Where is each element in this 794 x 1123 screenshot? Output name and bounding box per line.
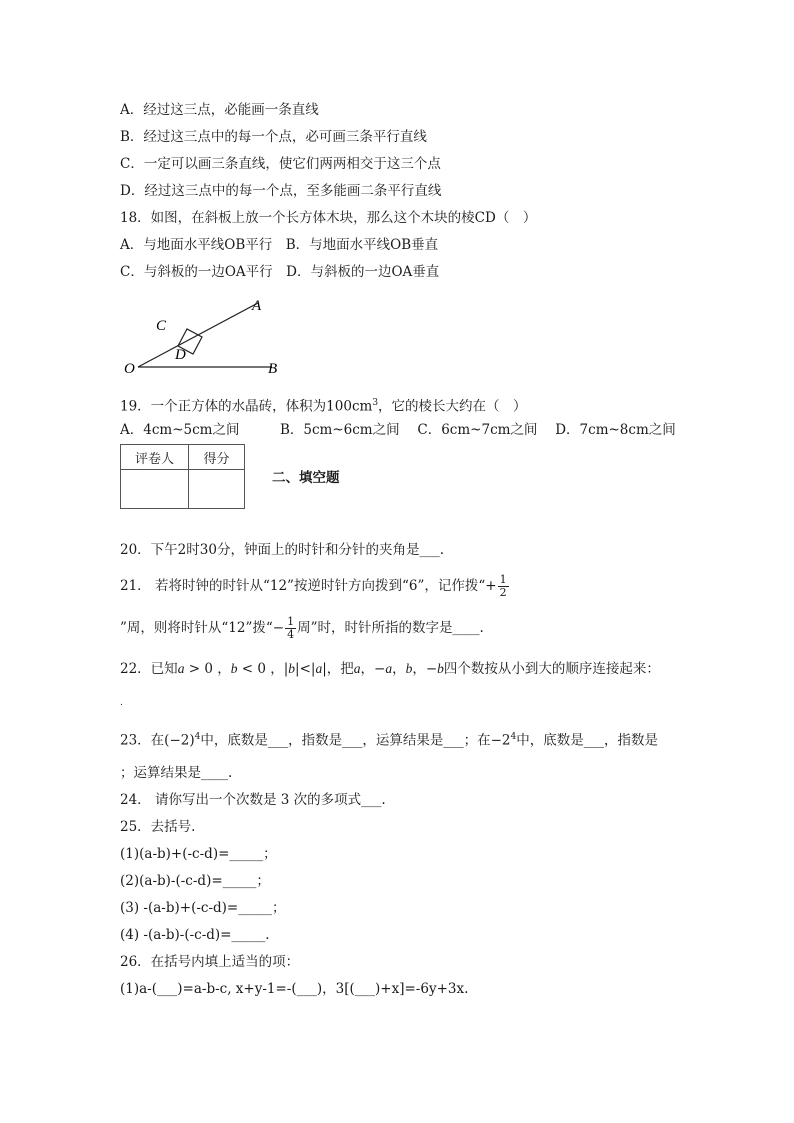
q21-fraction-quarter [285,616,296,641]
q25-part2: (2)(a-b)-(-c-d)=_____； [120,873,270,889]
q17-option-d: D．经过这三点中的每一个点，至多能画二条平行直线 [120,183,442,199]
label-d: D [175,347,186,363]
q17-option-b: B．经过这三点中的每一个点，必可画三条平行直线 [120,129,427,145]
q22-t4: |<| [295,661,316,677]
q22-t8: ，− [412,661,438,677]
q22-m6: a [385,661,393,676]
q20: 20．下午2时30分，钟面上的时针和分针的夹角是___. [120,542,444,558]
score-table [120,444,245,509]
label-o: O [124,361,135,377]
label-a: A [252,298,262,314]
q23-sup1: 4 [194,732,201,742]
q19-stem-text: 19．一个正方体的水晶砖，体积为100cm [120,398,373,415]
q25-stem: 25．去括号. [120,819,196,835]
q18-options-ab: A．与地面水平线OB平行 B．与地面水平线OB垂直 [120,237,439,253]
q22-t1: 22．已知 [120,661,178,677]
q22-t5: |，把 [322,661,354,677]
q26-part1: (1)a-(___)=a-b-c, x+y-1=-(___)，3[(___)+x]=-6y+3x. [120,981,469,997]
q19-stem [120,394,527,416]
q22-t9: 四个数按从小到大的顺序连接起来： [443,661,660,677]
q19-options: A．4cm~5cm之间 B．5cm~6cm之间 C．6cm~7cm之间 D．7cm~8cm之间 [120,422,676,438]
score-table-grader-cell [121,470,189,509]
q21-frac1-num: 1 [499,573,507,586]
q21-frac1-den: 2 [499,586,507,599]
q22-m8: b [437,661,444,676]
q22-m2: b [230,661,238,676]
q19-stem-tail: ，它的棱长大约在（ ） [378,398,527,415]
q21-frac2-num: 1 [287,615,295,628]
q21-text-3: 周”时，时针所指的数字是____. [297,620,484,636]
q21-text-2: ”周，则将时针从“12”拨“− [120,620,285,636]
q22-t2: > 0 ， [184,661,231,677]
q21-frac2-den: 4 [287,628,295,641]
q23-sup2: 4 [510,732,517,742]
q22 [120,660,660,678]
inclined-board-diagram [120,293,310,383]
q22-answer-dot: . [120,698,123,708]
q18-options-cd: C．与斜板的一边OA平行 D．与斜板的一边OA垂直 [120,264,440,280]
q18-stem: 18．如图，在斜板上放一个长方体木块，那么这个木块的棱CD（ ） [120,210,537,226]
q17-option-c: C．一定可以画三条直线，使它们两两相交于这三个点 [120,156,441,172]
q22-m7: b [405,661,413,676]
q24: 24． 请你写出一个次数是 3 次的多项式___. [120,792,386,808]
q26-stem: 26．在括号内填上适当的项： [120,954,300,970]
q25-part4: (4) -(a-b)-(-c-d)=_____. [120,927,270,943]
score-table-score-header: 得分 [189,445,245,470]
q22-t7: ， [392,661,406,677]
q23-t2: 中，底数是___，指数是___，运算结果是___；在−2 [200,732,511,749]
q23-line1 [120,728,658,750]
q23-t3: 中，底数是___，指数是 [516,732,658,749]
q22-m1: a [177,661,185,676]
q21-fraction-half [498,574,509,599]
q25-part1: (1)(a-b)+(-c-d)=_____； [120,846,277,862]
section-title: 二、填空题 [272,470,340,486]
score-table-score-cell [189,470,245,509]
q17-option-a: A．经过这三点，必能画一条直线 [120,102,319,118]
score-table-grader-header: 评卷人 [121,445,189,470]
q23-t1: 23．在(−2) [120,732,195,749]
q22-t6: ，− [360,661,386,677]
q22-t3: < 0 ，| [237,661,289,677]
q22-m4: a [315,661,323,676]
label-c: C [156,318,167,334]
q22-m3: b [288,661,296,676]
q21-line1 [120,571,510,601]
q25-part3: (3) -(a-b)+(-c-d)=_____； [120,900,286,916]
q19-superscript: 3 [372,398,379,408]
q23-line2: ；运算结果是____. [120,765,233,781]
q21-line2 [120,613,484,643]
q22-m5: a [353,661,361,676]
q21-text-1: 21． 若将时钟的时针从“12”按逆时针方向拨到“6”，记作拨“+ [120,578,497,594]
label-b: B [268,361,278,377]
